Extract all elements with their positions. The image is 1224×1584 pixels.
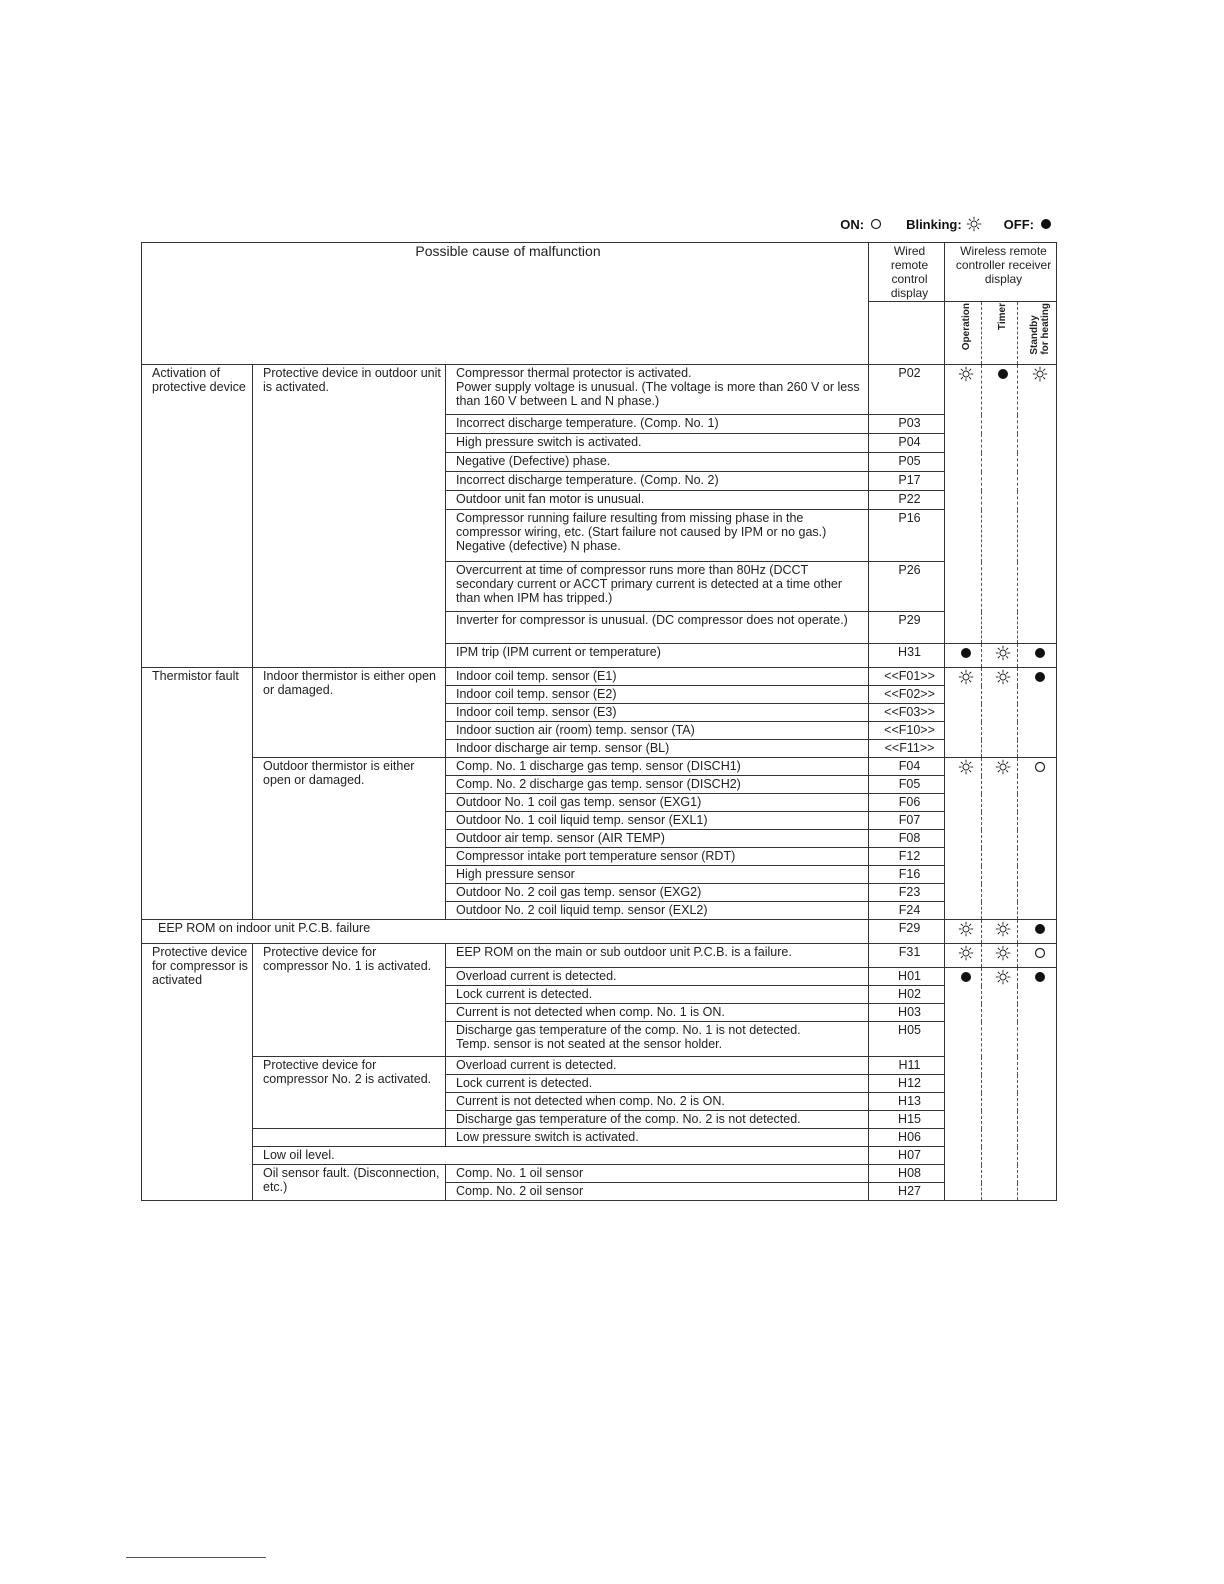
timer-led — [982, 758, 1018, 920]
blinking-indicator-icon — [995, 669, 1011, 685]
cause-cell: Compressor running failure resulting from missing phase in the compressor wiring, etc. (Start failure not caused by IPM or no gas.) Negative (defective) N phase. — [446, 510, 869, 562]
code-cell: P22 — [869, 491, 945, 510]
cause-cell: Current is not detected when comp. No. 2 is ON. — [446, 1093, 869, 1111]
timer-led — [982, 920, 1018, 944]
off-indicator-icon — [958, 645, 974, 661]
group-compressor-protective-device: Protective device for compressor is activated — [142, 944, 253, 1201]
subgroup-indoor-thermistor: Indoor thermistor is either open or damaged. — [253, 668, 446, 758]
operation-led — [945, 365, 982, 644]
cause-cell: Incorrect discharge temperature. (Comp. No. 1) — [446, 415, 869, 434]
code-cell: H31 — [869, 644, 945, 668]
timer-led — [982, 944, 1018, 968]
cause-cell: Lock current is detected. — [446, 986, 869, 1004]
standby-led — [1018, 644, 1057, 668]
code-cell: P05 — [869, 453, 945, 472]
footer-link-underline — [126, 1557, 266, 1558]
standby-led — [1018, 944, 1057, 968]
code-cell: F12 — [869, 848, 945, 866]
off-indicator-icon — [1032, 669, 1048, 685]
cause-cell: Comp. No. 1 discharge gas temp. sensor (DISCH1) — [446, 758, 869, 776]
code-cell: H11 — [869, 1057, 945, 1075]
cause-cell: Outdoor No. 1 coil liquid temp. sensor (EXL1) — [446, 812, 869, 830]
code-cell: F29 — [869, 920, 945, 944]
operation-led — [945, 968, 982, 1201]
blinking-indicator-icon — [958, 669, 974, 685]
blinking-indicator-icon — [995, 645, 1011, 661]
code-cell: F04 — [869, 758, 945, 776]
subgroup-compressor-1: Protective device for compressor No. 1 is activated. — [253, 944, 446, 1057]
off-indicator-icon — [1032, 921, 1048, 937]
cause-cell: Discharge gas temperature of the comp. No. 2 is not detected. — [446, 1111, 869, 1129]
timer-header: Timer — [982, 302, 1018, 365]
group-eeprom-indoor: EEP ROM on indoor unit P.C.B. failure — [142, 920, 869, 944]
blinking-indicator-icon — [958, 945, 974, 961]
code-cell: H13 — [869, 1093, 945, 1111]
code-cell: <<F01>> — [869, 668, 945, 686]
blinking-indicator-icon — [995, 969, 1011, 985]
cause-cell: Comp. No. 2 discharge gas temp. sensor (DISCH2) — [446, 776, 869, 794]
blinking-indicator-icon — [958, 759, 974, 775]
legend-on-label: ON: — [840, 216, 865, 232]
code-cell: F24 — [869, 902, 945, 920]
off-indicator-icon — [958, 969, 974, 985]
cause-cell: High pressure switch is activated. — [446, 434, 869, 453]
operation-led — [945, 944, 982, 968]
code-cell: F08 — [869, 830, 945, 848]
cause-cell: Comp. No. 2 oil sensor — [446, 1183, 869, 1201]
blinking-indicator-icon — [995, 945, 1011, 961]
timer-led — [982, 644, 1018, 668]
code-cell: H07 — [869, 1147, 945, 1165]
legend-off-label: OFF: — [1003, 216, 1034, 232]
legend — [840, 216, 1054, 232]
cause-cell: High pressure sensor — [446, 866, 869, 884]
standby-led — [1018, 365, 1057, 644]
code-cell: P04 — [869, 434, 945, 453]
cause-cell: Outdoor No. 2 coil liquid temp. sensor (EXL2) — [446, 902, 869, 920]
cause-cell: Outdoor unit fan motor is unusual. — [446, 491, 869, 510]
cause-cell: Outdoor No. 2 coil gas temp. sensor (EXG2) — [446, 884, 869, 902]
cause-cell: Indoor coil temp. sensor (E3) — [446, 704, 869, 722]
code-cell: F23 — [869, 884, 945, 902]
timer-led — [982, 668, 1018, 758]
cause-cell: Indoor coil temp. sensor (E1) — [446, 668, 869, 686]
cause-cell: Outdoor No. 1 coil gas temp. sensor (EXG1) — [446, 794, 869, 812]
code-cell: H05 — [869, 1022, 945, 1057]
cause-cell: Indoor coil temp. sensor (E2) — [446, 686, 869, 704]
subgroup-outdoor-protective-device: Protective device in outdoor unit is activated. — [253, 365, 446, 668]
group-thermistor-fault: Thermistor fault — [142, 668, 253, 920]
wireless-display-header: Wireless remote controller receiver display — [945, 243, 1057, 302]
standby-led — [1018, 758, 1057, 920]
blinking-indicator-icon — [995, 759, 1011, 775]
code-cell: H08 — [869, 1165, 945, 1183]
cause-cell: Indoor suction air (room) temp. sensor (TA) — [446, 722, 869, 740]
cause-cell: Discharge gas temperature of the comp. No. 1 is not detected. Temp. sensor is not seated at the sensor holder. — [446, 1022, 869, 1057]
cause-cell: EEP ROM on the main or sub outdoor unit P.C.B. is a failure. — [446, 944, 869, 968]
blinking-indicator-icon — [958, 921, 974, 937]
code-cell: <<F10>> — [869, 722, 945, 740]
code-cell: F05 — [869, 776, 945, 794]
code-cell: H03 — [869, 1004, 945, 1022]
subgroup-compressor-2: Protective device for compressor No. 2 is activated. — [253, 1057, 446, 1129]
code-cell: F16 — [869, 866, 945, 884]
blinking-indicator-icon — [958, 366, 974, 382]
table-title: Possible cause of malfunction — [142, 243, 869, 365]
timer-led — [982, 968, 1018, 1201]
operation-header: Operation — [945, 302, 982, 365]
operation-led — [945, 758, 982, 920]
blinking-indicator-icon — [995, 921, 1011, 937]
code-cell: H02 — [869, 986, 945, 1004]
group-activation-of-protective-device: Activation of protective device — [142, 365, 253, 668]
cause-cell: Indoor discharge air temp. sensor (BL) — [446, 740, 869, 758]
standby-led — [1018, 920, 1057, 944]
code-cell: P16 — [869, 510, 945, 562]
off-indicator-icon — [995, 366, 1011, 382]
standby-led — [1018, 668, 1057, 758]
blinking-indicator-icon — [1032, 366, 1048, 382]
code-cell: P03 — [869, 415, 945, 434]
malfunction-table — [141, 242, 1057, 1201]
cause-cell: Incorrect discharge temperature. (Comp. No. 2) — [446, 472, 869, 491]
code-cell: <<F03>> — [869, 704, 945, 722]
cause-cell: Low pressure switch is activated. — [446, 1129, 869, 1147]
blinking-indicator-icon — [966, 216, 982, 232]
code-cell: F31 — [869, 944, 945, 968]
off-indicator-icon — [1032, 645, 1048, 661]
code-cell: <<F02>> — [869, 686, 945, 704]
code-cell: H06 — [869, 1129, 945, 1147]
subgroup-outdoor-thermistor: Outdoor thermistor is either open or damaged. — [253, 758, 446, 920]
cause-cell: Overload current is detected. — [446, 968, 869, 986]
on-indicator-icon — [1032, 759, 1048, 775]
code-cell: P17 — [869, 472, 945, 491]
cause-cell: Inverter for compressor is unusual. (DC compressor does not operate.) — [446, 612, 869, 644]
cause-cell: IPM trip (IPM current or temperature) — [446, 644, 869, 668]
code-cell: P29 — [869, 612, 945, 644]
cause-cell: Overload current is detected. — [446, 1057, 869, 1075]
subgroup-low-pressure-blank — [253, 1129, 446, 1147]
cause-cell: Negative (Defective) phase. — [446, 453, 869, 472]
subgroup-oil-sensor-fault: Oil sensor fault. (Disconnection, etc.) — [253, 1165, 446, 1201]
standby-header: Standby for heating — [1018, 302, 1057, 365]
code-cell: P26 — [869, 562, 945, 612]
code-cell: <<F11>> — [869, 740, 945, 758]
timer-led — [982, 365, 1018, 644]
code-cell: H15 — [869, 1111, 945, 1129]
operation-led — [945, 644, 982, 668]
code-cell: F07 — [869, 812, 945, 830]
code-cell: F06 — [869, 794, 945, 812]
cause-cell: Overcurrent at time of compressor runs more than 80Hz (DCCT secondary current or ACCT primary current is detected at a time other than when IPM has tripped.) — [446, 562, 869, 612]
code-cell: H01 — [869, 968, 945, 986]
subgroup-low-oil-level: Low oil level. — [253, 1147, 869, 1165]
on-indicator-icon — [868, 216, 884, 232]
cause-cell: Comp. No. 1 oil sensor — [446, 1165, 869, 1183]
cause-cell: Current is not detected when comp. No. 1 is ON. — [446, 1004, 869, 1022]
cause-cell: Outdoor air temp. sensor (AIR TEMP) — [446, 830, 869, 848]
on-indicator-icon — [1032, 945, 1048, 961]
standby-led — [1018, 968, 1057, 1201]
wired-display-header: Wired remote control display — [869, 243, 945, 302]
code-cell: P02 — [869, 365, 945, 415]
code-cell: H12 — [869, 1075, 945, 1093]
legend-blinking-label: Blinking: — [906, 216, 962, 232]
operation-led — [945, 668, 982, 758]
operation-led — [945, 920, 982, 944]
off-indicator-icon — [1038, 216, 1054, 232]
cause-cell: Compressor thermal protector is activated. Power supply voltage is unusual. (The voltage is more than 260 V or less than 160 V between L and N phase.) — [446, 365, 869, 415]
cause-cell: Lock current is detected. — [446, 1075, 869, 1093]
cause-cell: Compressor intake port temperature sensor (RDT) — [446, 848, 869, 866]
code-cell: H27 — [869, 1183, 945, 1201]
wired-blank-header — [869, 302, 945, 365]
off-indicator-icon — [1032, 969, 1048, 985]
